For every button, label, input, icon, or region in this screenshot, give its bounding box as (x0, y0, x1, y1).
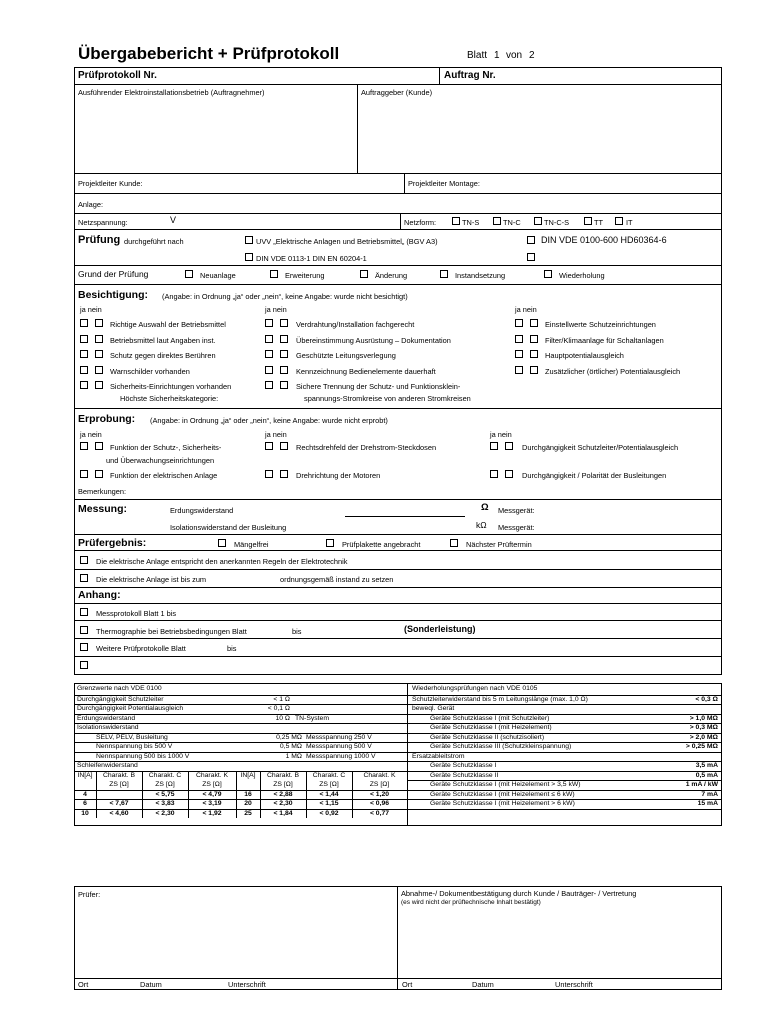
result-compliant-checkbox[interactable] (80, 556, 88, 564)
repeat-row-value: > 2,0 MΩ (689, 733, 718, 741)
trial4-no[interactable] (280, 470, 288, 478)
repeat-row-label: Geräte Schutzklasse I (mit Schutzleiter) (430, 714, 550, 722)
repeat-row-label: Geräte Schutzklasse I (430, 762, 497, 769)
insp9-yes[interactable] (265, 366, 273, 374)
insp12-no[interactable] (530, 335, 538, 343)
repeat-row-label: Geräte Schutzklasse III (Schutzkleinspannung) (430, 743, 572, 750)
voltage-label: Netzspannung: (78, 218, 128, 227)
trial-yesno-2: ja nein (265, 430, 287, 439)
signature-label-2: Unterschrift (555, 980, 593, 989)
insp11-no[interactable] (530, 319, 538, 327)
date-label-2: Datum (472, 980, 494, 989)
loop-table-cell: Charakt. C (312, 771, 346, 779)
insp1-no[interactable] (95, 319, 103, 327)
loop-table-cell: < 1,20 (369, 790, 390, 798)
attach3-to: bis (227, 644, 237, 653)
loop-table-cell: Charakt. B (102, 771, 136, 779)
page-title: Übergabebericht + Prüfprotokoll (78, 44, 340, 63)
iso-label: Nennspannung 500 bis 1000 V (96, 752, 190, 760)
next-test-label: Nächster Prüftermin (466, 540, 532, 549)
result-compliant-label: Die elektrische Anlage entspricht den anerkannten Regeln der Elektrotechnik (96, 557, 348, 566)
trial1-label-cont: und Überwachungseinrichtungen (106, 456, 215, 465)
reason-repeat-label: Wiederholung (559, 271, 605, 280)
trial2-label: Funktion der elektrischen Anlage (110, 471, 218, 480)
limits-left-label: Isolationswiderstand (77, 724, 139, 731)
trial-yesno-1: ja nein (80, 430, 102, 439)
iso-voltage: Messspannung 500 V (306, 743, 372, 750)
trial3-yes[interactable] (265, 442, 273, 450)
place-label-2: Ort (402, 980, 413, 989)
insp1-yes[interactable] (80, 319, 88, 327)
repeat-row-value: 0,5 mA (695, 771, 718, 779)
limits-left-value: < 0,1 Ω (267, 705, 290, 712)
insp10-label: Sichere Trennung der Schutz- und Funktionsklein- (296, 382, 461, 391)
trial6-label: Durchgängigkeit / Polarität der Busleitungen (522, 471, 667, 480)
iso-value: 0,5 MΩ (279, 743, 302, 750)
loop-table-cell: 25 (244, 809, 252, 817)
insp3-label: Schutz gegen direktes Berühren (110, 351, 216, 360)
protocol-number-label: Prüfprotokoll Nr. (78, 70, 157, 81)
inspector-label: Prüfer: (78, 890, 101, 899)
attach1-checkbox[interactable] (80, 608, 88, 616)
loop-table-cell: < 2,88 (273, 790, 293, 798)
attach1-label: Messprotokoll Blatt 1 bis (96, 609, 177, 618)
insp3-no[interactable] (95, 350, 103, 358)
loop-table-cell: < 1,84 (273, 809, 293, 817)
sticker-label: Prüfplakette angebracht (342, 540, 421, 549)
iso-value: 1 MΩ (285, 752, 302, 760)
repeat-row-label: Geräte Schutzklasse I (mit Heizelement > 6 kW) (430, 800, 575, 807)
insp2-label: Betriebsmittel laut Angaben inst. (110, 336, 216, 345)
remarks-label: Bemerkungen: (78, 487, 127, 496)
trial1-label: Funktion der Schutz-, Sicherheits- (110, 443, 222, 452)
repeat-row-label: Ersatzableitstrom (412, 752, 465, 760)
installation-label: Anlage: (78, 200, 104, 209)
repeat-row-label: beweql. Gerät (412, 705, 455, 712)
insp13-no[interactable] (530, 350, 538, 358)
loop-table-cell: ZS [Ω] (319, 781, 339, 788)
insp12-yes[interactable] (515, 335, 523, 343)
defect-free-checkbox[interactable] (218, 539, 226, 547)
signature-label-1: Unterschrift (228, 980, 266, 989)
repeat-row-label: Schutzleiterwiderstand bis 5 m Leitungslänge (max. 1,0 Ω) (412, 695, 588, 703)
loop-table-cell: < 1,44 (319, 790, 339, 798)
pm-installation-label: Projektleiter Montage: (408, 179, 480, 188)
acceptance-note: (es wird nicht der prüftechnische Inhalt bestätigt) (401, 899, 541, 906)
din-113-label: DIN VDE 0113-1 DIN EN 60204-1 (256, 254, 367, 263)
loop-table-cell: Charakt. C (148, 771, 182, 779)
uvv-label: UVV „Elektrische Anlagen und Betriebsmittel„ (BGV A3) (256, 237, 438, 246)
trial2-no[interactable] (95, 470, 103, 478)
kohm-unit: kΩ (476, 520, 487, 530)
it-checkbox[interactable] (615, 217, 623, 225)
loop-table-cell: < 5,75 (155, 790, 175, 798)
reason-repair-label: Instandsetzung (455, 271, 506, 280)
loop-table-cell: 16 (244, 790, 252, 798)
repeat-row-value: < 0,3 Ω (695, 695, 718, 703)
insp4-yes[interactable] (80, 366, 88, 374)
insp6-yes[interactable] (265, 319, 273, 327)
iso-value: 0,25 MΩ (276, 733, 302, 741)
loop-table-cell: 6 (83, 800, 87, 807)
trial5-label: Durchgängigkeit Schutzleiter/Potentialausgleich (522, 443, 679, 452)
limits-left-label: Durchgängigkeit Potentialausgleich (77, 705, 184, 712)
tns-label: TN-S (462, 218, 480, 227)
reason-change-label: Änderung (375, 271, 408, 280)
repeat-row-label: Geräte Schutzklasse I (mit Heizelement > 3,5 kW) (430, 781, 581, 788)
insp10-label-cont: spannungs-Stromkreise von anderen Stromkreisen (304, 394, 471, 403)
trial4-yes[interactable] (265, 470, 273, 478)
repeat-row-value: 3,5 mA (695, 762, 718, 769)
loop-table-cell: Charakt. B (266, 771, 300, 779)
limits-left-value: 10 Ω (275, 714, 290, 722)
loop-table-cell: < 4,60 (109, 809, 129, 817)
it-label: IT (626, 218, 633, 227)
insp11-yes[interactable] (515, 319, 523, 327)
loop-table-cell: < 1,92 (202, 809, 222, 817)
loop-table-cell: ZS [Ω] (155, 781, 175, 788)
insp1-label: Richtige Auswahl der Betriebsmittel (110, 320, 226, 329)
loop-resistance-label: Schleifenwiderstand (77, 762, 138, 769)
loop-table-cell: < 2,30 (155, 809, 175, 817)
loop-table-cell: < 0,77 (369, 809, 390, 817)
loop-table-cell: < 7,67 (109, 800, 129, 807)
insp7-yes[interactable] (265, 335, 273, 343)
pm-client-label: Projektleiter Kunde: (78, 179, 143, 188)
loop-table-cell: ZS [Ω] (273, 781, 293, 788)
uvv-checkbox[interactable] (245, 236, 253, 244)
insulation-bus-label: Isolationswiderstand der Busleitung (170, 523, 287, 532)
client-label: Auftraggeber (Kunde) (361, 88, 433, 97)
repeat-row-value: 1 mA / kW (685, 781, 718, 788)
din-113-checkbox[interactable] (245, 253, 253, 261)
repeat-row-label: Geräte Schutzklasse II (schutzisoliert) (430, 733, 545, 741)
loop-table-cell: Charakt. K (195, 771, 229, 779)
trial3-no[interactable] (280, 442, 288, 450)
repeat-row-value: > 0,25 MΩ (685, 743, 718, 750)
din-100-label: DIN VDE 0100-600 HD60364-6 (541, 235, 667, 245)
inspection-title: Besichtigung: (78, 289, 148, 301)
insp11-label: Einstellwerte Schutzeinrichtungen (545, 320, 656, 329)
insp6-label: Verdrahtung/Installation fachgerecht (296, 320, 415, 329)
sheet-total: 2 (529, 50, 535, 61)
repeat-row-label: Geräte Schutzklasse I (mit Heizelement) (430, 724, 552, 731)
trial3-label: Rechtsdrehfeld der Drehstrom-Steckdosen (296, 443, 437, 452)
next-test-checkbox[interactable] (450, 539, 458, 547)
reason-change-checkbox[interactable] (360, 270, 368, 278)
repeat-title: Wiederholungsprüfungen nach VDE 0105 (412, 685, 538, 692)
loop-table-cell: < 3,83 (155, 800, 175, 807)
date-label-1: Datum (140, 980, 162, 989)
trial-title: Erprobung: (78, 413, 136, 425)
insp12-label: Filter/Klimaanlage für Schaltanlagen (545, 336, 664, 345)
inspection-yesno-1: ja nein (80, 305, 102, 314)
trial-note: (Angabe: in Ordnung „ja“ oder „nein“, keine Angabe: wurde nicht erprobt) (150, 416, 388, 425)
insp5-yes[interactable] (80, 381, 88, 389)
insp5-label: Sicherheits-Einrichtungen vorhanden (110, 382, 232, 391)
insp9-label: Kennzeichnung Bedienelemente dauerhaft (296, 367, 436, 376)
reason-new-label: Neuanlage (200, 271, 236, 280)
reason-extension-label: Erweiterung (285, 271, 325, 280)
repeat-row-value: 15 mA (697, 800, 718, 807)
insp6-no[interactable] (280, 319, 288, 327)
insp9-no[interactable] (280, 366, 288, 374)
reason-repeat-checkbox[interactable] (544, 270, 552, 278)
voltage-unit: V (170, 215, 177, 225)
meter-label-2: Messgerät: (498, 523, 535, 532)
test-title: Prüfung (78, 234, 121, 246)
network-form-label: Netzform: (404, 218, 437, 227)
insp4-no[interactable] (95, 366, 103, 374)
loop-table-cell: < 2,30 (273, 800, 293, 807)
loop-table-cell: Charakt. K (363, 771, 396, 779)
loop-table-cell: ZS [Ω] (202, 781, 222, 788)
tt-checkbox[interactable] (584, 217, 592, 225)
sheet-number: 1 (494, 50, 500, 61)
signature-box (74, 886, 722, 990)
insp14-label: Zusätzlicher (örtlicher) Potentialausgleich (545, 367, 681, 376)
attach3-label: Weitere Prüfprotokolle Blatt (96, 644, 186, 653)
iso-voltage: Messspannung 250 V (306, 733, 372, 741)
loop-table-cell: < 1,15 (319, 800, 339, 807)
attach3-checkbox[interactable] (80, 643, 88, 651)
insp7-label: Übereinstimmung Ausrüstung – Dokumentation (296, 336, 451, 345)
loop-table-cell: IN[A] (77, 771, 93, 779)
loop-table-cell: 20 (244, 800, 252, 807)
safety-category-label: Höchste Sicherheitskategorie: (120, 394, 219, 403)
defect-free-label: Mängelfrei (234, 540, 269, 549)
reason-repair-checkbox[interactable] (440, 270, 448, 278)
repeat-row-value: > 1,0 MΩ (689, 714, 718, 722)
trial-yesno-3: ja nein (490, 430, 512, 439)
insp8-no[interactable] (280, 350, 288, 358)
sheet-label: Blatt (467, 50, 488, 61)
attach2-label: Thermographie bei Betriebsbedingungen Blatt (96, 627, 247, 636)
loop-table-cell: < 4,79 (202, 790, 222, 798)
trial5-no[interactable] (505, 442, 513, 450)
repeat-row-label: Geräte Schutzklasse II (430, 771, 499, 779)
inspection-yesno-3: ja nein (515, 305, 537, 314)
tt-label: TT (594, 218, 604, 227)
attach4-checkbox[interactable] (80, 661, 88, 669)
loop-table-cell: 4 (83, 790, 87, 798)
measurement-title: Messung: (78, 503, 128, 515)
reason-new-checkbox[interactable] (185, 270, 193, 278)
trial2-yes[interactable] (80, 470, 88, 478)
of-label: von (506, 50, 523, 61)
repeat-row-value: 7 mA (701, 790, 718, 798)
trial6-yes[interactable] (490, 470, 498, 478)
iso-label: Nennspannung bis 500 V (96, 743, 173, 750)
attach2-special: (Sonderleistung) (404, 624, 476, 634)
limits-left-value: < 1 Ω (273, 695, 290, 703)
limits-left-title: Grenzwerte nach VDE 0100 (77, 685, 162, 692)
extra-standard-checkbox[interactable] (527, 253, 535, 261)
trial4-label: Drehrichtung der Motoren (296, 471, 381, 480)
trial1-yes[interactable] (80, 442, 88, 450)
inspection-note: (Angabe: in Ordnung „ja“ oder „nein“, keine Angabe: wurde nicht besichtigt) (162, 292, 408, 301)
insp8-label: Geschützte Leitungsverlegung (296, 351, 396, 360)
iso-voltage: Messspannung 1000 V (306, 752, 376, 760)
loop-table-cell: < 0,96 (369, 800, 390, 807)
result-title: Prüfergebnis: (78, 537, 147, 549)
tnc-checkbox[interactable] (493, 217, 501, 225)
trial1-no[interactable] (95, 442, 103, 450)
din-100-checkbox[interactable] (527, 236, 535, 244)
iso-label: SELV, PELV, Busleitung (96, 733, 168, 741)
limits-left-extra: TN-System (295, 714, 329, 722)
tnc-label: TN-C (503, 218, 521, 227)
insp7-no[interactable] (280, 335, 288, 343)
insp10-no[interactable] (280, 381, 288, 389)
sticker-checkbox[interactable] (326, 539, 334, 547)
attach2-to: bis (292, 627, 302, 636)
tncs-checkbox[interactable] (534, 217, 542, 225)
place-label-1: Ort (78, 980, 89, 989)
insp2-no[interactable] (95, 335, 103, 343)
contractor-label: Ausführender Elektroinstallationsbetrieb (Auftragnehmer) (78, 88, 265, 97)
insp2-yes[interactable] (80, 335, 88, 343)
insp3-yes[interactable] (80, 350, 88, 358)
ohm-unit: Ω (481, 502, 489, 513)
limits-left-label: Erdungswiderstand (77, 714, 136, 722)
loop-table-cell: 10 (81, 809, 89, 817)
loop-table-cell: IN[A] (240, 771, 256, 779)
insp10-yes[interactable] (265, 381, 273, 389)
repeat-row-label: Geräte Schutzklasse I (mit Heizelement ≤ 6 kW) (430, 790, 575, 798)
earth-resistance-label: Erdungswiderstand (170, 506, 234, 515)
loop-table-cell: ZS [Ω] (109, 781, 129, 788)
insp13-label: Hauptpotentialausgleich (545, 351, 624, 360)
loop-table-cell: ZS [Ω] (369, 781, 390, 788)
result-repair-label: Die elektrische Anlage ist bis zum (96, 575, 207, 584)
loop-table-cell: < 3,19 (202, 800, 222, 807)
trial5-yes[interactable] (490, 442, 498, 450)
loop-table-cell: < 0,92 (319, 809, 339, 817)
attach2-checkbox[interactable] (80, 626, 88, 634)
meter-label-1: Messgerät: (498, 506, 535, 515)
insp14-no[interactable] (530, 366, 538, 374)
reason-extension-checkbox[interactable] (270, 270, 278, 278)
attachment-title: Anhang: (78, 589, 121, 601)
limits-left-label: Durchgängigkeit Schutzleiter (77, 695, 164, 703)
tncs-label: TN-C-S (544, 218, 570, 227)
insp8-yes[interactable] (265, 350, 273, 358)
trial6-no[interactable] (505, 470, 513, 478)
inspection-yesno-2: ja nein (265, 305, 287, 314)
test-according-label: durchgeführt nach (124, 237, 184, 246)
insp4-label: Warnschilder vorhanden (110, 367, 190, 376)
result-repair-label-b: ordnungsgemäß instand zu setzen (280, 575, 394, 584)
repeat-row-value: > 0,3 MΩ (689, 724, 718, 731)
tns-checkbox[interactable] (452, 217, 460, 225)
insp14-yes[interactable] (515, 366, 523, 374)
acceptance-label: Abnahme-/ Dokumentbestätigung durch Kunde / Bauträger- / Vertretung (401, 889, 637, 898)
order-number-label: Auftrag Nr. (444, 70, 496, 81)
test-reason-label: Grund der Prüfung (78, 269, 149, 279)
insp5-no[interactable] (95, 381, 103, 389)
result-repair-checkbox[interactable] (80, 574, 88, 582)
insp13-yes[interactable] (515, 350, 523, 358)
